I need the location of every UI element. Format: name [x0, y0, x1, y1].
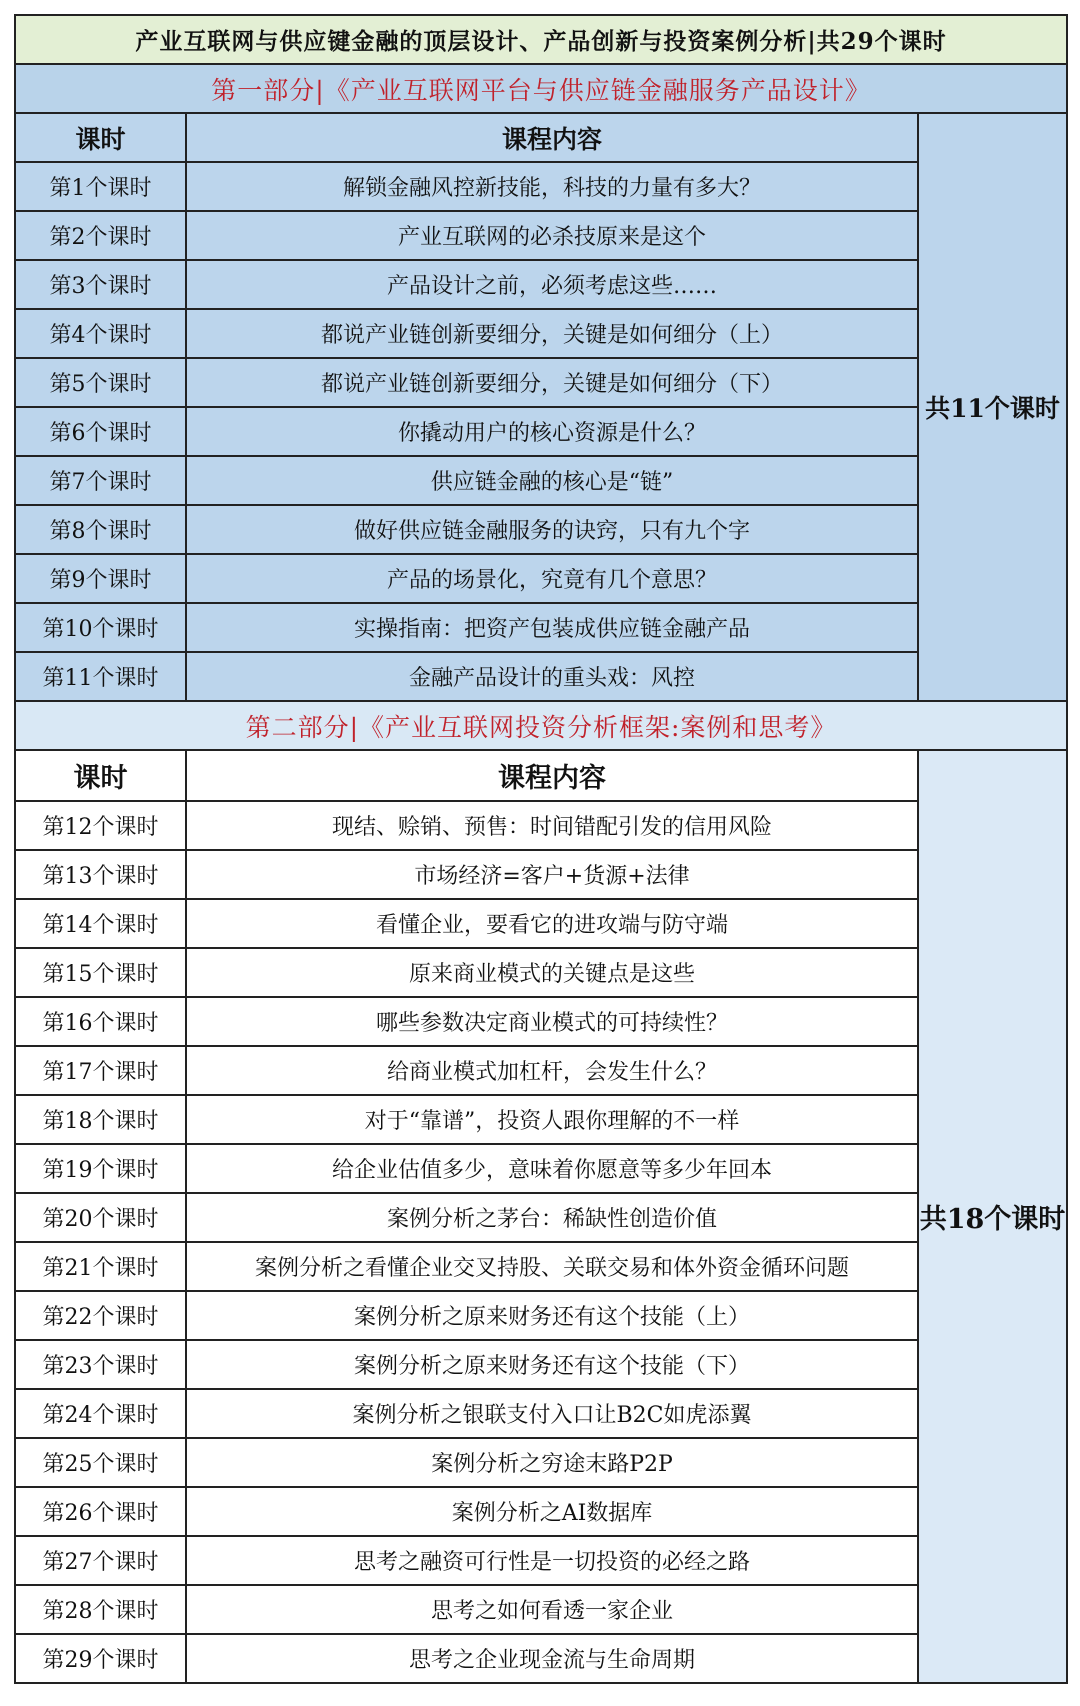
- lesson-number: 第28个课时: [15, 1585, 186, 1634]
- lesson-content: 给企业估值多少，意味着你愿意等多少年回本: [186, 1144, 918, 1193]
- table-row: [15, 505, 1067, 554]
- table-row: [15, 899, 1067, 948]
- lesson-number: 第16个课时: [15, 997, 186, 1046]
- lesson-number: 第19个课时: [15, 1144, 186, 1193]
- lesson-number: 第12个课时: [15, 801, 186, 850]
- lesson-content: 实操指南：把资产包装成供应链金融产品: [186, 603, 918, 652]
- table-row: [15, 1144, 1067, 1193]
- table-row: [15, 1634, 1067, 1683]
- lesson-content: 案例分析之原来财务还有这个技能（上）: [186, 1291, 918, 1340]
- lesson-content: 产品设计之前，必须考虑这些……: [186, 260, 918, 309]
- lesson-number: 第13个课时: [15, 850, 186, 899]
- lesson-content: 都说产业链创新要细分，关键是如何细分（下）: [186, 358, 918, 407]
- table-row: [15, 1193, 1067, 1242]
- lesson-content: 市场经济=客户+货源+法律: [186, 850, 918, 899]
- section-heading: 第二部分|《产业互联网投资分析框架:案例和思考》: [15, 701, 1067, 750]
- table-row: [15, 1585, 1067, 1634]
- lesson-number: 第3个课时: [15, 260, 186, 309]
- lesson-number: 第29个课时: [15, 1634, 186, 1683]
- lesson-number: 第21个课时: [15, 1242, 186, 1291]
- lesson-number: 第27个课时: [15, 1536, 186, 1585]
- lesson-number: 第15个课时: [15, 948, 186, 997]
- table-row: [15, 997, 1067, 1046]
- table-row: [15, 554, 1067, 603]
- table-row: [15, 1389, 1067, 1438]
- lesson-number: 第24个课时: [15, 1389, 186, 1438]
- lesson-content: 做好供应链金融服务的诀窍，只有九个字: [186, 505, 918, 554]
- table-row: [15, 456, 1067, 505]
- lesson-number: 第9个课时: [15, 554, 186, 603]
- table-row: [15, 850, 1067, 899]
- lesson-number: 第7个课时: [15, 456, 186, 505]
- table-title: 产业互联网与供应键金融的顶层设计、产品创新与投资案例分析|共29个课时: [15, 15, 1067, 64]
- lesson-content: 看懂企业，要看它的进攻端与防守端: [186, 899, 918, 948]
- course-table: [14, 14, 1068, 1684]
- lesson-number: 第20个课时: [15, 1193, 186, 1242]
- lesson-content: 产业互联网的必杀技原来是这个: [186, 211, 918, 260]
- lesson-content: 解锁金融风控新技能，科技的力量有多大？: [186, 162, 918, 211]
- column-header-lesson: 课时: [15, 113, 186, 162]
- table-row: [15, 1046, 1067, 1095]
- lesson-number: 第4个课时: [15, 309, 186, 358]
- lesson-content: 案例分析之银联支付入口让B2C如虎添翼: [186, 1389, 918, 1438]
- lesson-number: 第18个课时: [15, 1095, 186, 1144]
- lesson-content: 思考之如何看透一家企业: [186, 1585, 918, 1634]
- table-row: [15, 211, 1067, 260]
- lesson-content: 案例分析之茅台：稀缺性创造价值: [186, 1193, 918, 1242]
- course-schedule: [14, 14, 1066, 1684]
- lesson-content: 金融产品设计的重头戏：风控: [186, 652, 918, 701]
- lesson-content: 都说产业链创新要细分，关键是如何细分（上）: [186, 309, 918, 358]
- table-row: [15, 652, 1067, 701]
- lesson-number: 第2个课时: [15, 211, 186, 260]
- lesson-content: 你撬动用户的核心资源是什么？: [186, 407, 918, 456]
- table-row: [15, 407, 1067, 456]
- lesson-content: 案例分析之看懂企业交叉持股、关联交易和体外资金循环问题: [186, 1242, 918, 1291]
- lesson-content: 原来商业模式的关键点是这些: [186, 948, 918, 997]
- lesson-content: 哪些参数决定商业模式的可持续性？: [186, 997, 918, 1046]
- lesson-number: 第1个课时: [15, 162, 186, 211]
- lesson-number: 第14个课时: [15, 899, 186, 948]
- lesson-number: 第17个课时: [15, 1046, 186, 1095]
- table-row: [15, 1438, 1067, 1487]
- table-row: [15, 603, 1067, 652]
- lesson-number: 第5个课时: [15, 358, 186, 407]
- section-heading: 第一部分|《产业互联网平台与供应链金融服务产品设计》: [15, 64, 1067, 113]
- lesson-content: 产品的场景化，究竟有几个意思？: [186, 554, 918, 603]
- section-total: 共18个课时: [918, 750, 1067, 1683]
- table-row: [15, 801, 1067, 850]
- table-row: [15, 948, 1067, 997]
- lesson-content: 给商业模式加杠杆，会发生什么？: [186, 1046, 918, 1095]
- table-row: [15, 260, 1067, 309]
- table-row: [15, 1291, 1067, 1340]
- lesson-number: 第23个课时: [15, 1340, 186, 1389]
- lesson-number: 第6个课时: [15, 407, 186, 456]
- column-header-lesson: 课时: [15, 750, 186, 801]
- table-row: [15, 1095, 1067, 1144]
- table-row: [15, 162, 1067, 211]
- lesson-content: 思考之融资可行性是一切投资的必经之路: [186, 1536, 918, 1585]
- lesson-number: 第8个课时: [15, 505, 186, 554]
- column-header-content: 课程内容: [186, 113, 918, 162]
- lesson-content: 案例分析之穷途末路P2P: [186, 1438, 918, 1487]
- lesson-content: 现结、赊销、预售：时间错配引发的信用风险: [186, 801, 918, 850]
- lesson-content: 案例分析之AI数据库: [186, 1487, 918, 1536]
- table-row: [15, 1242, 1067, 1291]
- lesson-number: 第22个课时: [15, 1291, 186, 1340]
- lesson-number: 第26个课时: [15, 1487, 186, 1536]
- lesson-number: 第11个课时: [15, 652, 186, 701]
- section-total: 共11个课时: [918, 113, 1067, 701]
- lesson-content: 供应链金融的核心是“链”: [186, 456, 918, 505]
- lesson-number: 第10个课时: [15, 603, 186, 652]
- table-row: [15, 309, 1067, 358]
- lesson-content: 对于“靠谱”，投资人跟你理解的不一样: [186, 1095, 918, 1144]
- table-row: [15, 1536, 1067, 1585]
- column-header-content: 课程内容: [186, 750, 918, 801]
- table-row: [15, 1340, 1067, 1389]
- table-row: [15, 358, 1067, 407]
- table-row: [15, 1487, 1067, 1536]
- lesson-content: 思考之企业现金流与生命周期: [186, 1634, 918, 1683]
- lesson-number: 第25个课时: [15, 1438, 186, 1487]
- lesson-content: 案例分析之原来财务还有这个技能（下）: [186, 1340, 918, 1389]
